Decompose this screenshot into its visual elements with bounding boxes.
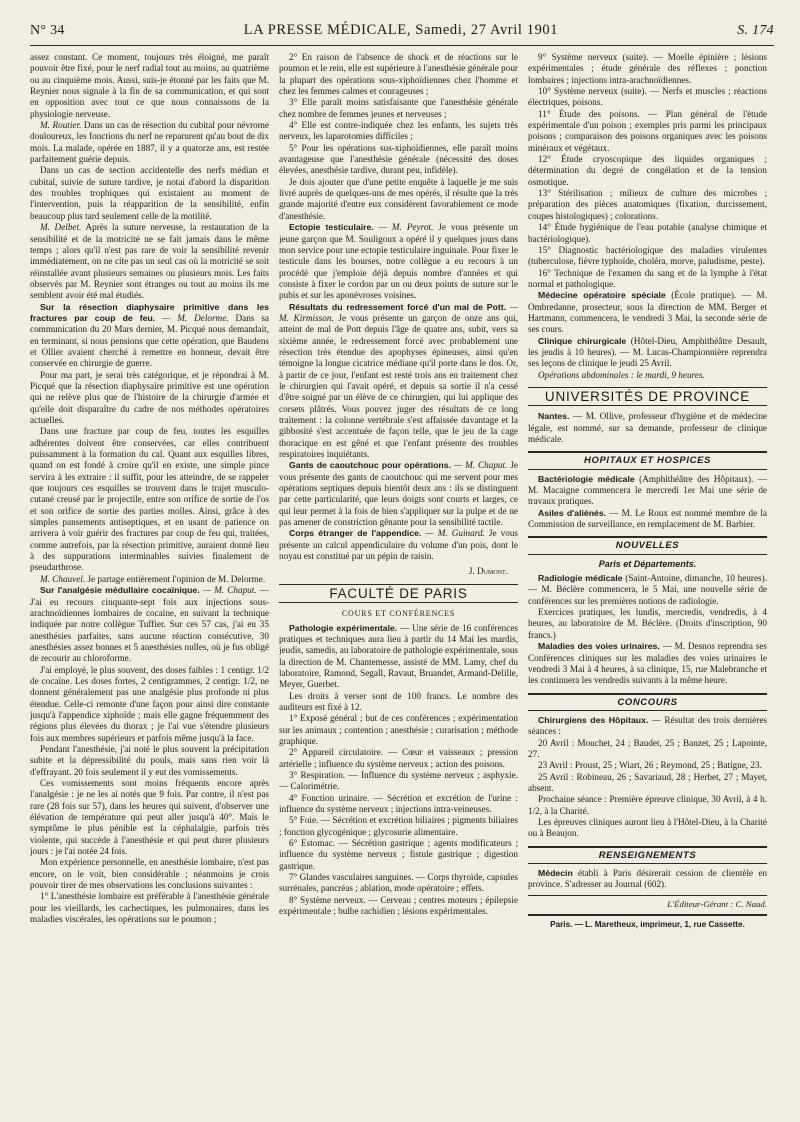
- paragraph: Je dois ajouter que d'une petite enquête à laquelle je me suis livré auprès de quelques-uns de mes opérés, il résulte que la très grande majorité d'entre eux considèrent favorablement ce mode d'anesthésie.: [279, 176, 518, 221]
- paragraph: Les droits à verser sont de 100 francs. Le nombre des auditeurs est fixé à 12.: [279, 690, 518, 712]
- list-item: 8° Système nerveux. — Cerveau ; centres moteurs ; épilepsie expérimentale ; bulbe rachidien ; lésions expérimentales.: [279, 894, 518, 917]
- paragraph: Pendant l'anesthésie, j'ai noté le plus souvent la précipitation subite et la dépressibilité du pouls, mais sans rien voir là d'effrayant. 20 fois seulement il y eut des vomissements.: [30, 743, 269, 777]
- section-title: Maladies des voies urinaires.: [538, 641, 660, 652]
- paragraph: Maladies des voies urinaires. — M. Desnos reprendra ses Conférences cliniques sur les maladies des voies urinaires le vendredi 3 Mai à 4 heures, à sa clinique, 15, rue Malebranche et les continuera les vendredis suivants à la même heure.: [528, 641, 767, 686]
- paragraph: Opérations abdominales : le mardi, 9 heures.: [538, 369, 705, 380]
- paragraph: 2° En raison de l'absence de shock et de réactions sur le poumon et le rein, elle est supérieure à l'anesthésie générale pour la plupart des opérations sous-xiphoïdiennes chez l'homme et chez les femmes calmes et courageuses ;: [279, 52, 518, 97]
- list-item: 4° Fonction urinaire. — Sécrétion et excrétion de l'urine : influence du système nerveux ; injections intra-veineuses.: [279, 792, 518, 814]
- paragraph: Gants de caoutchouc pour opérations. — M. Chaput. Je vous présente des gants de caoutchouc qui me servent pour mes opérations septiques depuis bientôt deux ans : ils se distinguent par cette particularité, que leurs doigts sont courts et larges, ce qui leur permet à la fois de bien s'appliquer sur la pulpe et de ne pas amener de constriction gênante pour la sensibilité tactile.: [279, 460, 518, 528]
- list-item: 12° Étude cryoscopique des liquides organiques ; détermination du degré de congélation et de la tension osmotique.: [528, 154, 767, 187]
- subheading-cours: COURS ET CONFÉRENCES: [341, 609, 456, 619]
- list-item: 3° Respiration. — Influence du système nerveux ; asphyxie. — Calorimétrie.: [279, 769, 518, 792]
- header-rule: [30, 45, 774, 46]
- list-item: 9° Système nerveux (suite). — Moelle épinière ; lésions expérimentales ; étude générale des réflexes ; ponction lombaires ; injections intra-arachnoïdiennes.: [528, 52, 767, 85]
- section-heading-faculte: FACULTÉ DE PARIS: [279, 584, 518, 603]
- page-number: S. 174: [737, 23, 774, 38]
- paragraph: Mon expérience personnelle, en anesthésie lombaire, n'est pas encore, on le voit, bien considérable ; néanmoins je crois pouvoir tirer de mes observations les conclusions suivantes :: [30, 857, 269, 891]
- section-title: Médecin: [538, 868, 573, 878]
- issue-number: N° 34: [30, 23, 65, 38]
- list-item: 16° Technique de l'examen du sang et de la lymphe à l'état normal et pathologique.: [528, 267, 767, 289]
- paragraph: Ectopie testiculaire. — M. Peyrot. Je vous présente un jeune garçon que M. Souligoux a opéré il y quelques jours dans mon service pour une ectopie testiculaire inguinale. Pour fixer le testicule dans les bourses, notre collègue a eu recours à un procédé que j'emploie déjà depuis nombre d'années et qui consiste à fixer le cordon par un ou deux points de suture sur le pubis et sur les aponévroses voisines.: [279, 222, 518, 301]
- paragraph: assez constant. Ce moment, toujours très éloigné, me paraît pouvoir être fixé, pour le nerf radial tout au moins, au quatrième ou au cinquième mois. Aussi, suis-je étonné par les faits que M. Reynier nous signale à la fin de sa communication, et qui sont en opposition avec tout ce que nous connaissons de la physiologie nerveuse.: [30, 52, 269, 119]
- column-1: [30, 52, 269, 1122]
- paragraph: 5° Pour les opérations sus-xiphoïdiennes, elle paraît moins avantageuse que l'anesthésie générale (nécessité des doses élevées, anesthésie tardive, durant peu, infidèle).: [279, 142, 518, 176]
- list-item: 5° Foie. — Sécrétion et excrétion biliaires ; pigments biliaires ; fonction glycogénique ; glycosurie alimentaire.: [279, 815, 518, 837]
- section-title: Chirurgiens des Hôpitaux.: [538, 714, 649, 725]
- section-title: Résultats du redressement forcé d'un mal de Pott.: [289, 301, 507, 312]
- paragraph: Bactériologie médicale (Amphithéâtre des Hôpitaux). — M. Macaigne commencera le mercredi 1er Mai une série de travaux pratiques.: [528, 473, 767, 507]
- paragraph: Médecin établi à Paris désirerait cession de clientèle en province. S'adresser au Journal (602).: [528, 868, 767, 890]
- section-title: Nantes.: [538, 411, 570, 422]
- paragraph: 4° Elle est contre-indiquée chez les enfants, les sujets très nerveux, les laparotomies difficiles ;: [279, 120, 518, 142]
- paragraph: Pathologie expérimentale. — Une série de 16 conférences pratiques et techniques aura lieu à partir du 14 Mai les mardis, jeudis, samedis, au laboratoire de pathologie expérimentale, sous la direction de M. Chantemesse, assisté de MM. Lamy, chef du laboratoire, Ramond, Segall, Ravaut, Bruandet, Armand-Delille, Meyer, Guerbet.: [279, 622, 518, 690]
- paragraph: Nantes. — M. Ollive, professeur d'hygiène et de médecine légale, est nommé, sur sa demande, professeur de clinique médicale.: [528, 411, 767, 444]
- section-title: Gants de caoutchouc pour opérations.: [289, 460, 451, 471]
- section-title: Bactériologie médicale: [538, 473, 635, 484]
- speaker: M. Chauvel.: [40, 573, 86, 584]
- section-heading-renseignements: RENSEIGNEMENTS: [528, 846, 767, 864]
- paragraph: Asiles d'aliénés. — M. Le Roux est nommé membre de la Commission de surveillance, en remplacement de M. Barbier.: [528, 507, 767, 530]
- journal-title: LA PRESSE MÉDICALE, Samedi, 27 Avril 1901: [243, 22, 559, 38]
- list-item: 11° Étude des poisons. — Plan général de l'étude expérimentale d'un poison ; exemples pris parmi les principaux poisons ; comparaison des poisons organiques avec les poisons minéraux et végétaux.: [528, 108, 767, 153]
- list-item: 2° Appareil circulatoire. — Cœur et vaisseaux ; pression artérielle ; influence du système nerveux ; action des poisons.: [279, 747, 518, 769]
- result-line: 25 Avril : Robineau, 26 ; Savariaud, 28 ; Herbet, 27 ; Mayet, absent.: [528, 771, 767, 793]
- speaker: M. Routier.: [40, 120, 82, 131]
- paragraph: Ces vomissements sont moins fréquents encore après l'analgésie : je ne les ai notés que 9 fois. Par contre, il n'est pas rare (28 fois sur 57), dans les heures qui suivent, d'observer une élévation de température qui peut aller jusqu'à 40°. Mais le symptôme le plus pénible est la céphalalgie, parfois très violente, qui succède à l'anesthésie et qui peut durer plusieurs jours : je l'ai notée 24 fois.: [30, 778, 269, 857]
- paragraph: Radiologie médicale (Saint-Antoine, dimanche, 10 heures). — M. Béclère commencera, le 5 Mai, une nouvelle série de conférences sur les premières notions de radiologie.: [528, 573, 767, 606]
- paragraph: Les épreuves cliniques auront lieu à l'Hôtel-Dieu, à la Charité ou à Beaujon.: [528, 816, 767, 839]
- section-title: Médecine opératoire spéciale: [538, 290, 666, 301]
- speaker: M. Delbet.: [40, 222, 82, 233]
- list-item: 13° Stérilisation ; milieux de culture des microbes ; préparation des pièces anatomiques (fixation, durcissement, coupes histologiques) ; colorations.: [528, 188, 767, 221]
- section-title: Sur l'analgésie médullaire cocaïnique.: [40, 585, 200, 596]
- paragraph: Clinique chirurgicale (Hôtel-Dieu, Amphithéâtre Desault, les jeudis à 10 heures). — M. Lucas-Championnière reprendra ses leçons de clinique le jeudi 25 Avril.: [528, 335, 767, 369]
- editor-gerant: L'Éditeur-Gérant : C. Naud.: [528, 895, 767, 910]
- section-heading-concours: CONCOURS: [528, 693, 767, 711]
- section-title: Clinique chirurgicale: [538, 335, 627, 346]
- section-title: Ectopie testiculaire.: [289, 222, 374, 233]
- column-3: [528, 52, 767, 1122]
- list-item: 15° Diagnostic bactériologique des maladies virulentes (tuberculose, fièvre typhoïde, choléra, morve, paludisme, peste).: [528, 244, 767, 267]
- section-heading-nouvelles: NOUVELLES: [528, 536, 767, 554]
- list-item: 14° Étude hygiénique de l'eau potable (analyse chimique et bactériologique).: [528, 222, 767, 244]
- paragraph: 1° L'anesthésie lombaire est préférable à l'anesthésie générale pour les vieillards, les cachectiques, les pulmonaires, dans les maladies viscérales, les opérations sur le poumon ;: [30, 891, 269, 925]
- paragraph: 3° Elle paraît moins satisfaisante que l'anesthésie générale chez nombre de femmes jeunes et nerveuses ;: [279, 97, 518, 119]
- columns: [30, 52, 774, 1122]
- paragraph: Dans un cas de section accidentelle des nerfs médian et cubital, suivie de suture tardive, je notai d'abord la disparition des troubles trophiques qui existaient au moment de l'intervention, puis la réapparition de la sensibilité, enfin beaucoup plus tard seulement celle de la motilité.: [30, 165, 269, 221]
- paragraph: Exercices pratiques, les lundis, mercredis, vendredis, à 4 heures, au laboratoire de M. Béclère. (Droits d'inscription, 90 francs.): [528, 607, 767, 640]
- masthead: [30, 22, 774, 39]
- paragraph: Pour ma part, je serai très catégorique, et je répondrai à M. Picqué que la résection diaphysaire primitive est une opération qui ne relève plus que de l'histoire de la chirurgie d'armée et qu'elle doit disparaître du cadre de nos méthodes opératoires actuelles.: [30, 369, 269, 425]
- paragraph: Médecine opératoire spéciale (École pratique). — M. Ombredanne, prosecteur, sous la direction de MM. Berger et Hartmann, commencera, le vendredi 3 Mai, la seconde série de ses cours.: [528, 290, 767, 335]
- paragraph: Corps étranger de l'appendice. — M. Guinard. Je vous présente un calcul appendiculaire du volume d'un pois, dont le noyau est constitué par un pépin de raisin.: [279, 528, 518, 562]
- list-item: 7° Glandes vasculaires sanguines. — Corps thyroïde, capsules surrénales, pancréas ; ablation, mode opératoire ; effets.: [279, 872, 518, 894]
- section-heading-universites: UNIVERSITÉS DE PROVINCE: [528, 387, 767, 406]
- list-item: 1° Exposé général ; but de ces conférences ; expérimentation sur les animaux ; contention ; anesthésie ; curarisation ; méthode graphique.: [279, 713, 518, 746]
- paragraph: J'ai employé, le plus souvent, des doses faibles : 1 centigr. 1/2 de cocaïne. Les doses fortes, 2 centigrammes, 2 centigr. 1/2, ne donnent généralement pas une analgésie plus profonde ni plus étendue. Celle-ci remonte d'une façon pour ainsi dire constante jusqu'à l'appendice xiphoïde ; mais elle gagne fréquemment des régions plus élevées du thorax ; je l'ai vue s'étendre plusieurs fois aux membres supérieurs et parfois même jusqu'à la face.: [30, 664, 269, 743]
- paragraph: Chirurgiens des Hôpitaux. — Résultat des trois dernières séances :: [528, 714, 767, 737]
- paragraph: M. Routier. Dans un cas de résection du cubital pour névrome douloureux, les fonctions du nerf ne reparurent qu'au bout de dix mois. La malade, opérée en 1887, il y a quatorze ans, est restée parfaitement guérie depuis.: [30, 120, 269, 165]
- section-title: Corps étranger de l'appendice.: [289, 528, 422, 539]
- column-2: [279, 52, 518, 1122]
- paragraph: M. Delbet. Après la suture nerveuse, la restauration de la sensibilité et de la motricité ne se fait jamais dans le même temps ; alors qu'il n'est pas rare de voir la sensibilité revenir immédiatement, on ne cite pas un seul cas où la motricité se soit réinstallée avant plusieurs semaines ou plusieurs mois. Les faits observés par M. Reynier sont étranges ou tout au moins ils me semblent avoir été mal étudiés.: [30, 222, 269, 301]
- section-title: Radiologie médicale: [538, 573, 623, 584]
- section-title: Sur la résection diaphysaire primitive dans les fractures par coup de feu.: [30, 301, 269, 323]
- section-title: Asiles d'aliénés.: [538, 507, 607, 518]
- paragraph: Résultats du redressement forcé d'un mal de Pott. — M. Kirmisson. Je vous présente un garçon de onze ans qui, atteint de mal de Pott depuis l'âge de quatre ans, subit, vers sa sixième année, le redressement forcé avec probablement une résection très étendue des apophyses épineuses, ainsi qu'en témoigne la longue cicatrice médiane qu'il porte dans le dos. Or, à partir de ce jour, l'enfant est resté trois ans en traitement chez le chirurgien qui l'avait opéré, et depuis sa sortie il n'a cessé d'être soigné par un élève de ce chirurgien, qui lui applique des corsets plâtrés. Vous pouvez juger des résultats de ce long traitement : la colonne vertébrale s'est affaissée davantage et la gibbosité s'est accentuée de façon telle, que le jeu de la cage thoracique en est gêné et que l'enfant présente des troubles respiratoires inquiétants.: [279, 301, 518, 460]
- paragraph: Dans une fracture par coup de feu, toutes les esquilles adhérentes doivent être conservées, car elles contribuent puissamment à la formation du cal. Quant aux esquilles libres, quand on est fondé à croire qu'il en existe, une simple pince servira à les extraire : il suffit, pour les atteindre, de se rappeler que toujours ces esquilles se trouvent dans le trajet musculo-cutané creusé par le projectile, entre son orifice de sortie de l'os et son orifice de sortie des parties molles. Ainsi, grâce à des simples pansements antiseptiques, et en usant de patience on arrivera à voir guérir des fractures par coup de feu qui, traitées, comme autrefois, par la résection primitive, auraient donné lieu à des suppurations interminables suivies finalement de pseudarthrose.: [30, 426, 269, 573]
- paragraph: Prochaine séance : Première épreuve clinique, 30 Avril, à 4 h. 1/2, à la Charité.: [528, 794, 767, 816]
- signature: J. Dumont.: [468, 566, 508, 577]
- section-title: Pathologie expérimentale.: [289, 622, 398, 633]
- list-item: 6° Estomac. — Sécrétion gastrique ; agents modificateurs ; influence du système nerveux ; fistule gastrique ; digestion gastrique.: [279, 838, 518, 871]
- paragraph: Sur l'analgésie médullaire cocaïnique. — M. Chaput. — J'ai eu recours cinquante-sept fois aux injections sous-arachnoïdiennes lombaires de cocaïne, en suivant la technique indiquée par notre collègue Tuffier. Sur ces 57 cas, j'ai eu 35 anesthésies parfaites, sans aucune réaction consécutive, 30 anesthésies assez bonnes et 5 anesthésies nulles, où je fus obligé de recourir au chloroforme.: [30, 585, 269, 664]
- paragraph: M. Chauvel. Je partage entièrement l'opinion de M. Delorme.: [40, 573, 266, 584]
- list-item: 10° Système nerveux (suite). — Nerfs et muscles ; réactions électriques, poisons.: [528, 86, 767, 108]
- printer-line: Paris. — L. Maretheux, imprimeur, 1, rue Cassette.: [528, 914, 767, 930]
- paragraph: Sur la résection diaphysaire primitive dans les fractures par coup de feu. — M. Delorme. Dans sa communication du 20 Mars dernier, M. Picqué nous demandait, en terminant, si nous pensions que cette opération, que Baudens et Ollier avaient cherché à remettre en honneur, devait être conservée en chirurgie de guerre.: [30, 301, 269, 369]
- section-heading-hopitaux: HOPITAUX ET HOSPICES: [528, 451, 767, 469]
- result-line: 23 Avril : Proust, 25 ; Wiart, 26 ; Reymond, 25 ; Batigne, 23.: [538, 760, 762, 771]
- subheading-paris: Paris et Départements.: [598, 558, 697, 569]
- result-line: 20 Avril : Mouchet, 24 ; Baudet, 25 ; Banzet, 25 ; Lapointe, 27.: [528, 737, 767, 759]
